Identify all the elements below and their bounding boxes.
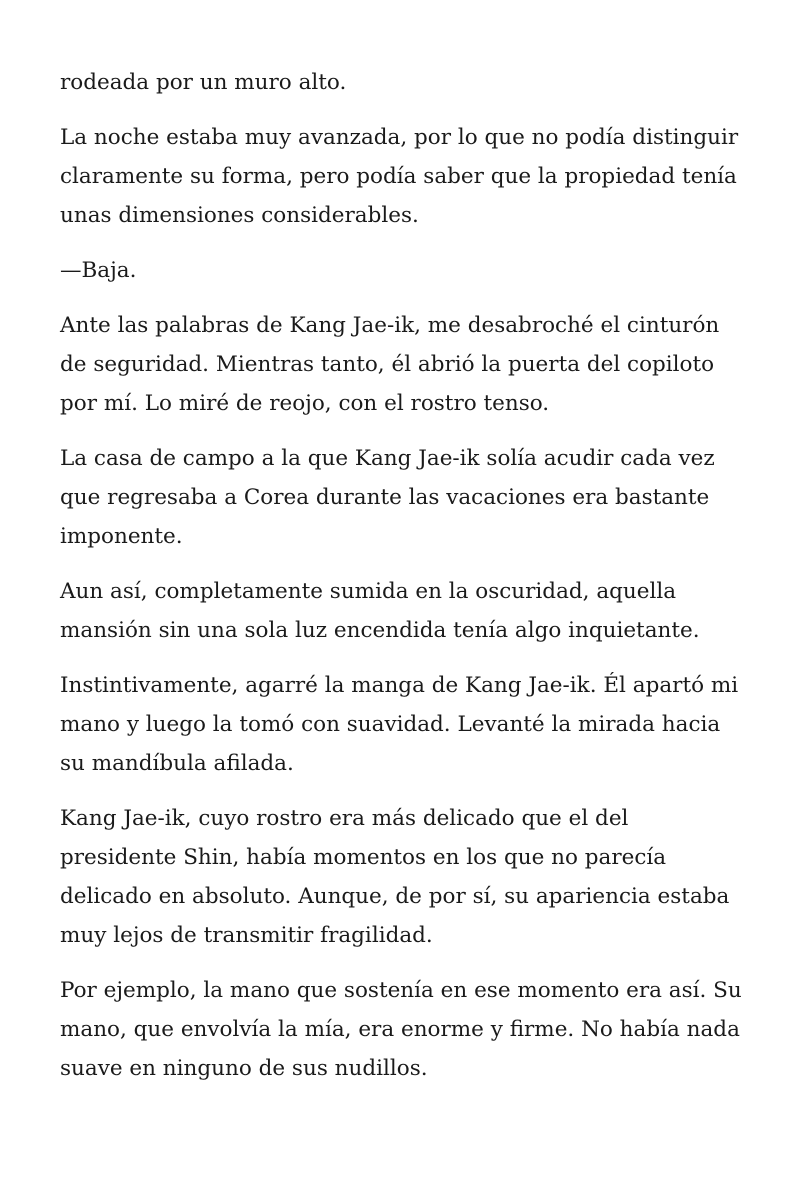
page-body	[60, 63, 750, 1104]
paragraph-4: Ante las palabras de Kang Jae-ik, me desabroché el cinturón de seguridad. Mientras tanto, él abrió la puerta del copiloto por mí. Lo miré de reojo, con el rostro tenso.	[60, 313, 720, 416]
paragraph-2: La noche estaba muy avanzada, por lo que no podía distinguir claramente su forma, pero podía saber que la propiedad tenía unas dimensiones considerables.	[60, 125, 739, 228]
paragraph-3: —Baja.	[60, 258, 137, 283]
paragraph-6: Aun así, completamente sumida en la oscuridad, aquella mansión sin una sola luz encendida tenía algo inquietante.	[60, 579, 700, 643]
paragraph-8: Kang Jae-ik, cuyo rostro era más delicado que el del presidente Shin, había momentos en los que no parecía delicado en absoluto. Aunque, de por sí, su apariencia estaba muy lejos de transmitir fragilidad.	[60, 806, 730, 948]
paragraph-5: La casa de campo a la que Kang Jae-ik solía acudir cada vez que regresaba a Corea durante las vacaciones era bastante imponente.	[60, 446, 715, 549]
paragraph-1: rodeada por un muro alto.	[60, 70, 347, 95]
paragraph-9: Por ejemplo, la mano que sostenía en ese momento era así. Su mano, que envolvía la mía, era enorme y firme. No había nada suave en ninguno de sus nudillos.	[60, 978, 742, 1081]
paragraph-7: Instintivamente, agarré la manga de Kang Jae-ik. Él apartó mi mano y luego la tomó con suavidad. Levanté la mirada hacia su mandíbula afilada.	[60, 673, 739, 776]
